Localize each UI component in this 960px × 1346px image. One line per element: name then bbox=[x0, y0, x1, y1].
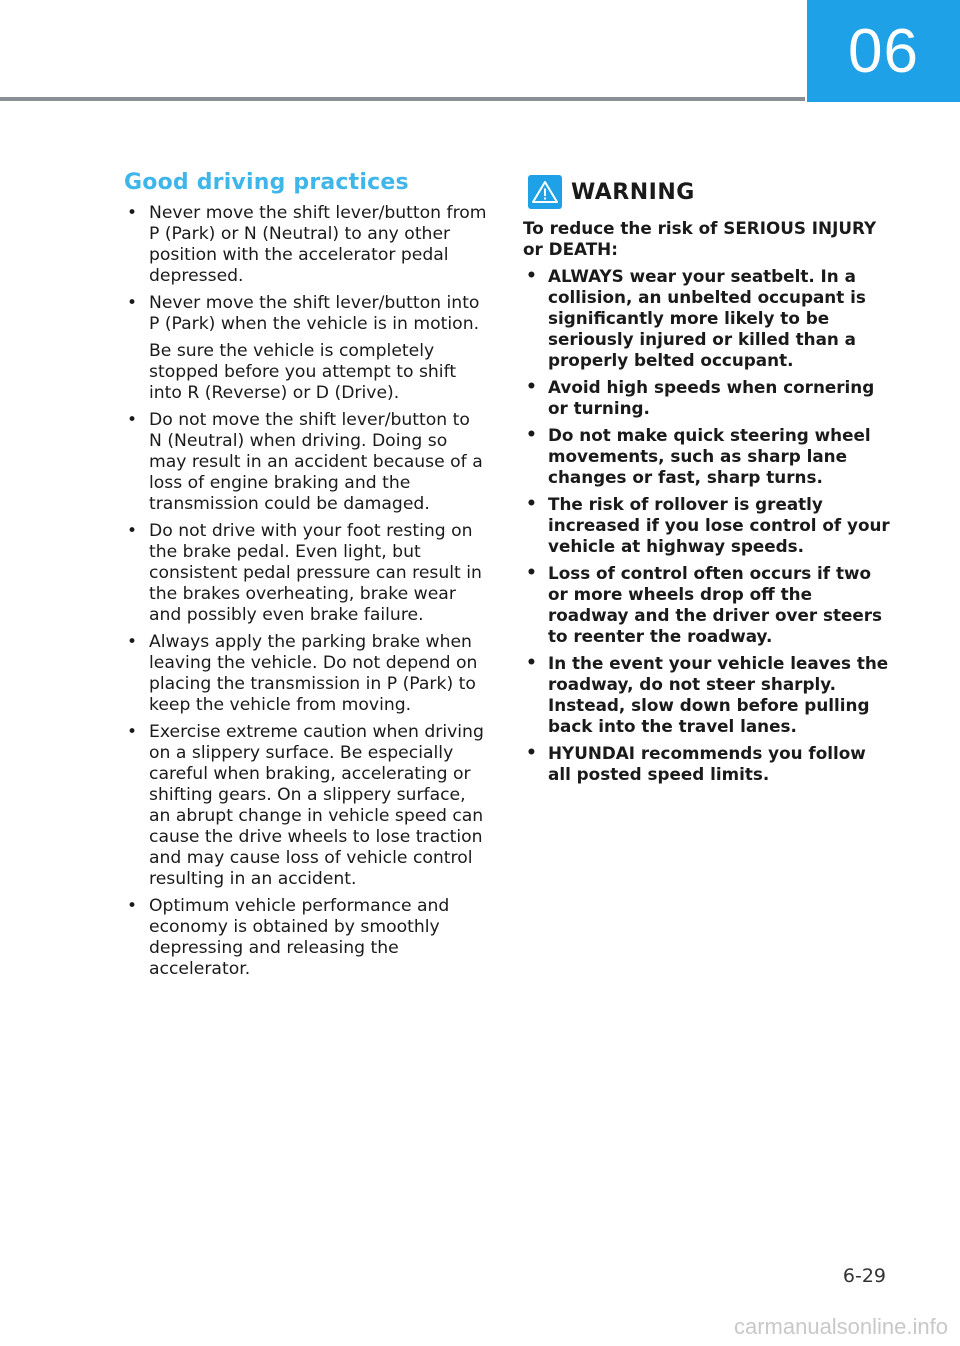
list-item: • Optimum vehicle performance and economy is obtained by smoothly depressing and releasing the accelerator. bbox=[127, 896, 450, 979]
bullet-icon: • bbox=[127, 203, 138, 223]
section-title: Good driving practices bbox=[124, 170, 409, 195]
warning-list bbox=[523, 266, 891, 785]
bullet-icon: • bbox=[127, 632, 138, 652]
warning-header bbox=[523, 172, 891, 212]
bullet-icon: • bbox=[526, 653, 537, 673]
list-item: • Avoid high speeds when cornering or turning. bbox=[526, 377, 875, 418]
list-item: • Never move the shift lever/button from P (Park) or N (Neutral) to any other position with the accelerator pedal depressed. bbox=[127, 203, 487, 286]
header-rule bbox=[0, 97, 805, 101]
list-item: • ALWAYS wear your seatbelt. In a collision, an unbelted occupant is significantly more likely to be seriously injured or killed than a properly belted occupant. bbox=[526, 266, 866, 370]
list-item-note: Be sure the vehicle is completely stopped before you attempt to shift into R (Reverse) or D (Drive). bbox=[149, 341, 457, 403]
list-item: • Loss of control often occurs if two or more wheels drop off the roadway and the driver over steers to reenter the roadway. bbox=[526, 563, 883, 646]
watermark: carmanualsonline.info bbox=[733, 1314, 948, 1339]
warning-title: WARNING bbox=[571, 179, 695, 205]
practices-list bbox=[124, 203, 488, 980]
bullet-icon: • bbox=[526, 425, 537, 445]
list-item: • Do not move the shift lever/button to N (Neutral) when driving. Doing so may result in an accident because of a loss of engine braking and the transmission could be damaged. bbox=[127, 410, 483, 514]
bullet-icon: • bbox=[526, 266, 537, 286]
list-item: • Exercise extreme caution when driving on a slippery surface. Be especially careful when braking, accelerating or shifting gears. On a slippery surface, an abrupt change in vehicle speed can cause the drive wheels to lose traction and may cause loss of vehicle control resulting in an accident. bbox=[127, 722, 484, 889]
warning-box bbox=[523, 172, 891, 791]
list-item: • Never move the shift lever/button into P (Park) when the vehicle is in motion. Be sure the vehicle is completely stopped before you attempt to shift into R (Reverse) or D (Drive). bbox=[124, 293, 488, 404]
good-driving-section bbox=[124, 170, 488, 986]
chapter-tab: 06 bbox=[807, 0, 960, 102]
page-number: 6-29 bbox=[842, 1265, 886, 1287]
list-item: • Do not drive with your foot resting on the brake pedal. Even light, but consistent pedal pressure can result in the brakes overheating, brake wear and possibly even brake failure. bbox=[127, 521, 482, 625]
list-item: • In the event your vehicle leaves the roadway, do not steer sharply. Instead, slow down before pulling back into the travel lanes. bbox=[526, 653, 889, 736]
bullet-icon: • bbox=[526, 743, 537, 763]
bullet-icon: • bbox=[526, 563, 537, 583]
list-item: • HYUNDAI recommends you follow all posted speed limits. bbox=[526, 743, 866, 784]
list-item: • Do not make quick steering wheel movements, such as sharp lane changes or fast, sharp turns. bbox=[526, 425, 871, 487]
list-item: • The risk of rollover is greatly increased if you lose control of your vehicle at highway speeds. bbox=[526, 494, 890, 556]
list-item: • Always apply the parking brake when leaving the vehicle. Do not depend on placing the transmission in P (Park) to keep the vehicle from moving. bbox=[127, 632, 478, 715]
bullet-icon: • bbox=[127, 293, 138, 313]
bullet-icon: • bbox=[127, 521, 138, 541]
bullet-icon: • bbox=[526, 494, 537, 514]
bullet-icon: • bbox=[127, 410, 138, 430]
bullet-icon: • bbox=[526, 377, 537, 397]
warning-triangle-icon bbox=[528, 175, 562, 209]
bullet-icon: • bbox=[127, 722, 138, 742]
bullet-icon: • bbox=[127, 896, 138, 916]
warning-intro: To reduce the risk of SERIOUS INJURY or DEATH: bbox=[523, 218, 877, 259]
